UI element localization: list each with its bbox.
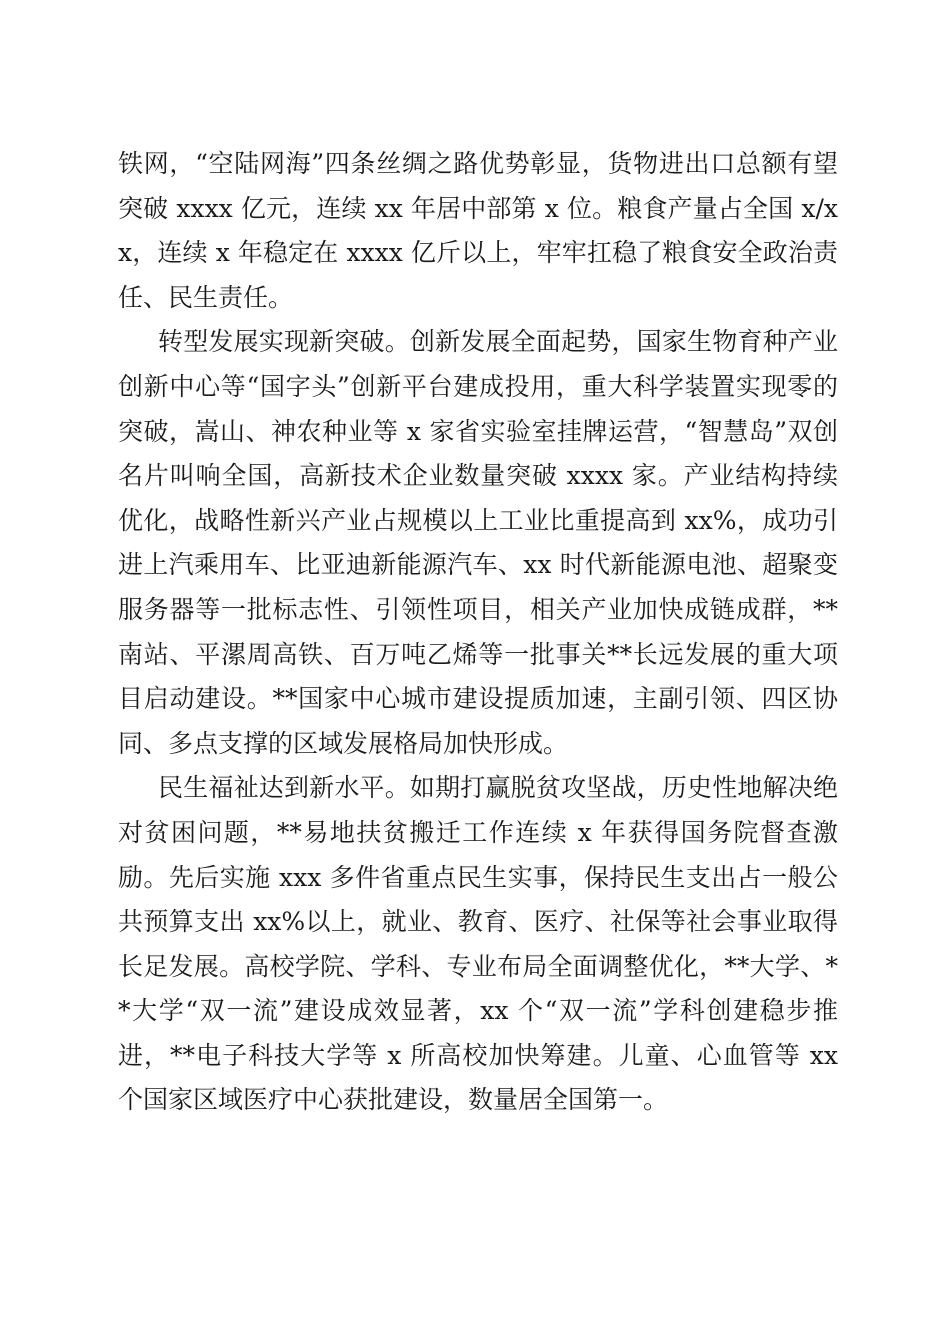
document-body	[118, 142, 838, 1123]
paragraph-transformation-development: 转型发展实现新突破。创新发展全面起势，国家生物育种产业创新中心等“国字头”创新平台建成投用，重大科学装置实现零的突破，嵩山、神农种业等 x 家省实验室挂牌运营，“智慧岛”双创名片叫响全国，高新技术企业数量突破 xxxx 家。产业结构持续优化，战略性新兴产业占规模以上工业比重提高到 xx%，成功引进上汽乘用车、比亚迪新能源汽车、xx 时代新能源电池、超聚变服务器等一批标志性、引领性项目，相关产业加快成链成群，**南站、平漯周高铁、百万吨乙烯等一批事关**长远发展的重大项目启动建设。**国家中心城市建设提质加速，主副引领、四区协同、多点支撑的区域发展格局加快形成。	[118, 327, 838, 758]
paragraph-livelihood-wellbeing: 民生福祉达到新水平。如期打赢脱贫攻坚战，历史性地解决绝对贫困问题，**易地扶贫搬迁工作连续 x 年获得国务院督查激励。先后实施 xxx 多件省重点民生实事，保持民生支出占一般公共预算支出 xx%以上，就业、教育、医疗、社保等社会事业取得长足发展。高校学院、学科、专业布局全面调整优化，**大学、**大学“双一流”建设成效显著，xx 个“双一流”学科创建稳步推进，**电子科技大学等 x 所高校加快筹建。儿童、心血管等 xx 个国家区域医疗中心获批建设，数量居全国第一。	[118, 773, 838, 1115]
paragraph-continued: 铁网，“空陆网海”四条丝绸之路优势彰显，货物进出口总额有望突破 xxxx 亿元，连续 xx 年居中部第 x 位。粮食产量占全国 x/xx，连续 x 年稳定在 xxxx 亿斤以上，牢牢扛稳了粮食安全政治责任、民生责任。	[118, 149, 838, 312]
